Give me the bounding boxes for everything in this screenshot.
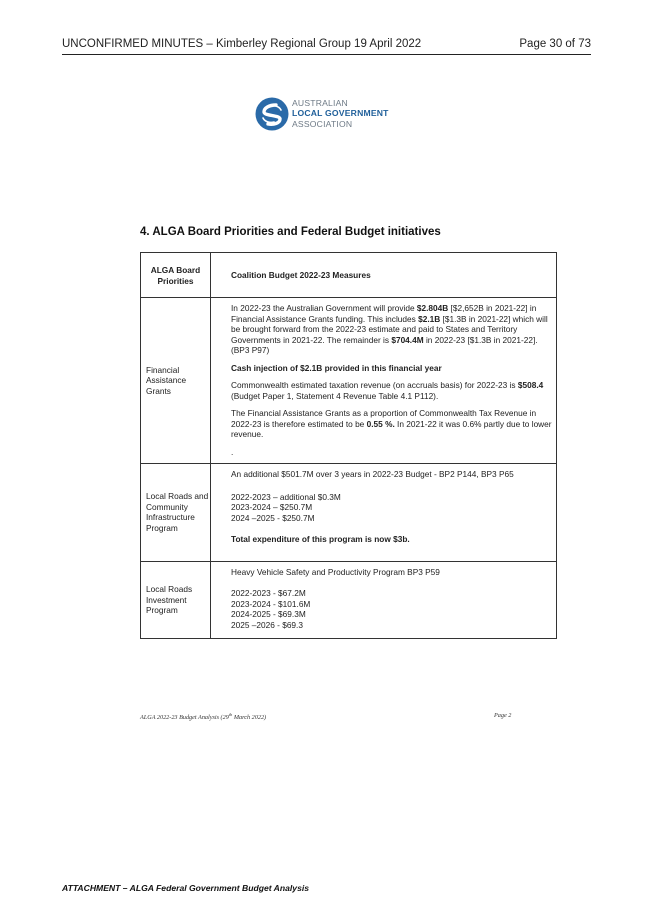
page-number: Page 30 of 73 [519, 38, 591, 50]
measure-line: 2022-2023 - $67.2M [231, 588, 306, 598]
footer-page-number: Page 2 [494, 712, 512, 719]
table-row-financial-assistance-grants [141, 298, 557, 464]
row-measures [211, 561, 557, 639]
alga-logo-icon [254, 96, 290, 132]
row-measures [211, 464, 557, 562]
measure-paragraph: An additional $501.7M over 3 years in 2022-23 Budget - BP2 P144, BP3 P65 [231, 469, 514, 479]
footer-left: ALGA 2022-23 Budget Analysis (29th March 2022) [140, 712, 267, 722]
measure-line: 2024 –2025 - $250.7M [231, 512, 315, 523]
row-label: Local Roads Investment Program [141, 561, 211, 639]
logo-line-1: AUSTRALIAN [292, 98, 348, 108]
measure-line: 2022-2023 – additional $0.3M [231, 491, 341, 502]
measure-paragraph: Cash injection of $2.1B provided in this financial year [231, 362, 442, 373]
page-header [62, 38, 591, 55]
section-heading: 4. ALGA Board Priorities and Federal Budget initiatives [140, 226, 441, 238]
measure-line: 2024-2025 - $69.3M [231, 609, 306, 619]
measure-paragraph: Commonwealth estimated taxation revenue (on accruals basis) for 2022-23 is $508.4 (Budget Paper 1, Statement 4 Revenue Table 4.1 P112). [231, 380, 544, 401]
logo-line-2: LOCAL GOVERNMENT [292, 108, 389, 119]
logo-wordmark [292, 98, 389, 129]
row-measures [211, 298, 557, 464]
measure-line: Total expenditure of this program is now $3b. [231, 534, 410, 544]
measure-paragraph: . [231, 446, 234, 457]
row-label: Local Roads and Community Infrastructure Program [141, 464, 211, 562]
budget-measures-table [140, 252, 557, 639]
measure-paragraph: In 2022-23 the Australian Government will provide $2.804B [$2,652B in 2021-22] in Financial Assistance Grants funding. This includes $2.1B [$1.3B in 2021-22] which will be brought forward from the 2022-23 estimate and paid to States and Territory Governments in 2021-22. The remainder is $704.4M in 2022-23 [$1.3B in 2021-22]. (BP3 P97) [231, 303, 548, 355]
header-title: UNCONFIRMED MINUTES – Kimberley Regional Group 19 April 2022 [62, 38, 422, 50]
measure-line: 2025 –2026 - $69.3 [231, 619, 303, 630]
logo-line-3: ASSOCIATION [292, 118, 353, 129]
col-header-priorities: ALGA Board Priorities [141, 253, 211, 298]
row-label: Financial Assistance Grants [141, 298, 211, 464]
table-header-row [141, 253, 557, 298]
measure-paragraph: The Financial Assistance Grants as a proportion of Commonwealth Tax Revenue in 2022-23 is therefore estimated to be 0.55 %. In 2021-22 it was 0.6% partly due to lower revenue. [231, 408, 552, 439]
table-row-local-roads-community-infrastructure [141, 464, 557, 562]
table-row-local-roads-investment [141, 561, 557, 639]
measure-line: 2023-2024 - $101.6M [231, 598, 311, 609]
attachment-caption: ATTACHMENT – ALGA Federal Government Budget Analysis [62, 883, 310, 893]
measure-paragraph: Heavy Vehicle Safety and Productivity Program BP3 P59 [231, 566, 440, 577]
col-header-measures: Coalition Budget 2022-23 Measures [211, 253, 557, 298]
measure-line: 2023-2024 – $250.7M [231, 502, 313, 512]
